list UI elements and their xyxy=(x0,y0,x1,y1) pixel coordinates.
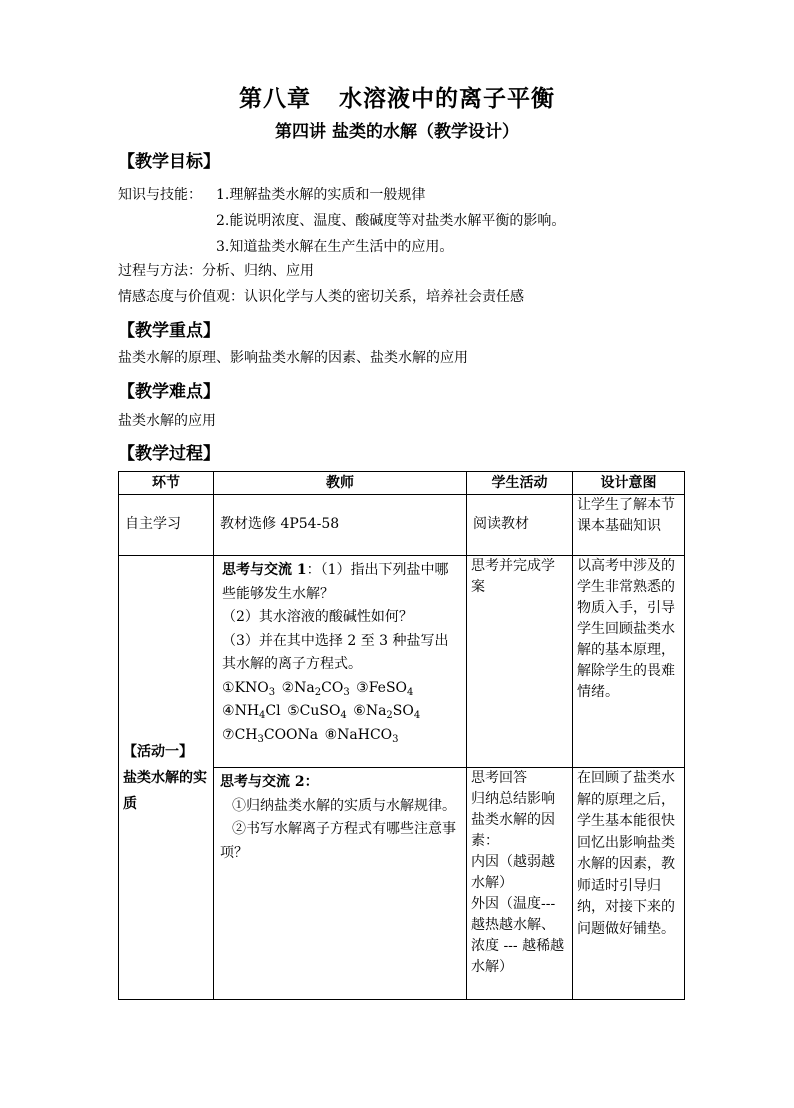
key-points-text: 盐类水解的原理、影响盐类水解的因素、盐类水解的应用 xyxy=(118,350,468,366)
knowledge-item-2: 2.能说明浓度、温度、酸碱度等对盐类水解平衡的影响。 xyxy=(216,213,566,229)
activity1-intent-1: 以高考中涉及的学生非常熟悉的物质入手，引导学生回顾盐类水解的基本原理，解除学生的畏难情绪。 xyxy=(577,558,675,700)
header-intent: 设计意图 xyxy=(573,472,685,495)
activity1-question-1: 思考与交流 1：（1）指出下列盐中哪些能够发生水解？ （2）其水溶液的酸碱性如何？ （3）并在其中选择 2 至 3 种盐写出其水解的离子方程式。 $①KNO_3$ $②Na_2CO_3$ ③FeSO$_4$ $④NH_4Cl$ ⑤CuSO$_4$ $⑥Na_2SO_4$ $⑦CH_3COONa$ ⑧NaHCO$_3$ xyxy=(222,562,449,745)
activity1-student-1: 思考并完成学案 xyxy=(471,558,555,595)
header-stage: 环节 xyxy=(119,472,214,495)
process-method: 过程与方法：分析、归纳、应用 xyxy=(118,263,314,279)
table-row xyxy=(119,556,685,768)
row1-student: 阅读教材 xyxy=(473,516,529,533)
page-title: 第八章 水溶液中的离子平衡 xyxy=(239,85,555,112)
activity1-intent-2: 在回顾了盐类水解的原理之后，学生基本能很快回忆出影响盐类水解的因素，教师适时引导归纳，对接下来的问题做好铺垫。 xyxy=(577,770,675,937)
process-table xyxy=(118,471,685,1000)
process-heading: 【教学过程】 xyxy=(118,444,220,464)
difficulties-text: 盐类水解的应用 xyxy=(118,413,216,429)
objectives-heading: 【教学目标】 xyxy=(118,152,220,172)
key-points-heading: 【教学重点】 xyxy=(118,321,220,341)
page-subtitle: 第四讲 盐类的水解（教学设计） xyxy=(275,122,519,142)
row1-intent: 让学生了解本节课本基础知识 xyxy=(577,497,675,534)
difficulties-heading: 【教学难点】 xyxy=(118,382,220,402)
header-teacher: 教师 xyxy=(214,472,467,495)
knowledge-item-1: 1.理解盐类水解的实质和一般规律 xyxy=(216,187,426,203)
activity1-question-2: 思考与交流 2： ①归纳盐类水解的实质与水解规律。 ②书写水解离子方程式有哪些注意事项？ xyxy=(220,774,456,861)
knowledge-label: 知识与技能： xyxy=(118,187,202,203)
table-header-row xyxy=(119,472,685,495)
salt-list: $①KNO_3$ $②Na_2CO_3$ ③FeSO$_4$ $④NH_4Cl$ ⑤CuSO$_4$ $⑥Na_2SO_4$ $⑦CH_3COONa$ ⑧NaHCO$_3$ xyxy=(222,679,421,745)
row1-teacher: 教材选修 4P54-58 xyxy=(220,516,340,533)
header-student: 学生活动 xyxy=(467,472,573,495)
knowledge-item-3: 3.知道盐类水解在生产生活中的应用。 xyxy=(216,239,454,255)
row1-stage: 自主学习 xyxy=(125,516,181,533)
activity1-stage: 【活动一】 盐类水解的实质 xyxy=(123,743,207,812)
table-row xyxy=(119,495,685,556)
activity1-student-2: 思考回答 归纳总结影响盐类水解的因素： 内因（越弱越水解） 外因（温度---越热越水解、浓度 --- 越稀越水解） xyxy=(471,770,565,975)
emotion-values: 情感态度与价值观：认识化学与人类的密切关系，培养社会责任感 xyxy=(118,289,524,305)
